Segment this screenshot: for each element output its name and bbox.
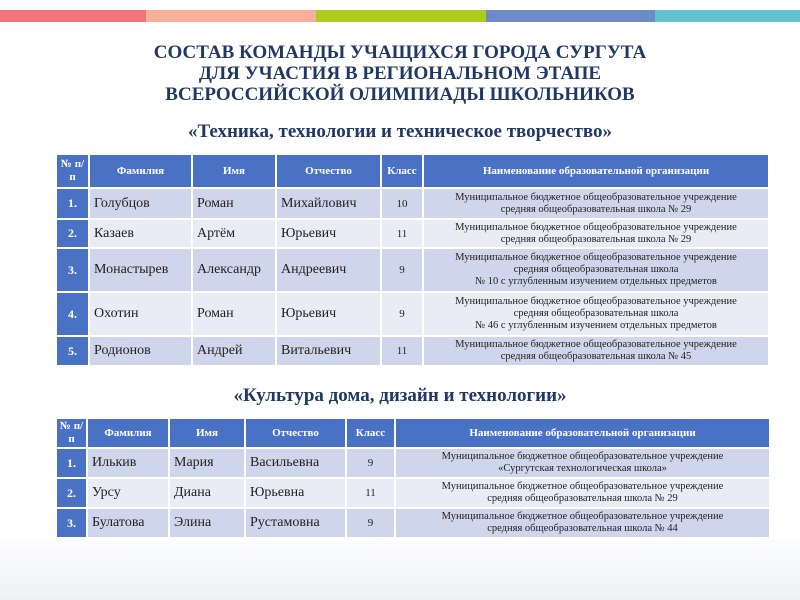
title-line: ДЛЯ УЧАСТИЯ В РЕГИОНАЛЬНОМ ЭТАПЕ <box>198 63 602 84</box>
col-grade: Класс <box>346 418 395 448</box>
grade: 11 <box>346 478 395 508</box>
col-org: Наименование образовательной организации <box>395 418 770 448</box>
col-name: Имя <box>169 418 245 448</box>
patronymic: Юрьевич <box>276 292 381 336</box>
title-line: ВСЕРОССИЙСКОЙ ОЛИМПИАДЫ ШКОЛЬНИКОВ <box>165 84 635 105</box>
surname: Голубцов <box>89 188 192 219</box>
table-row <box>56 448 770 478</box>
row-number: 2. <box>56 219 89 248</box>
organization: Муниципальное бюджетное общеобразовательное учреждение средняя общеобразовательная школа № 44 <box>395 508 770 538</box>
decorative-footer <box>0 530 800 600</box>
surname: Охотин <box>89 292 192 336</box>
row-number: 1. <box>56 188 89 219</box>
row-number: 5. <box>56 336 89 366</box>
col-grade: Класс <box>381 154 423 188</box>
organization: Муниципальное бюджетное общеобразовательное учреждение средняя общеобразовательная школа № 29 <box>423 219 769 248</box>
section-title: «Культура дома, дизайн и технологии» <box>233 385 567 406</box>
surname: Казаев <box>89 219 192 248</box>
page-title <box>0 42 800 105</box>
table-row <box>56 188 769 219</box>
first-name: Артём <box>192 219 276 248</box>
col-num: № п/п <box>56 154 89 188</box>
organization: Муниципальное бюджетное общеобразовательное учреждение средняя общеобразовательная школа № 29 <box>423 188 769 219</box>
col-name: Имя <box>192 154 276 188</box>
col-patronymic: Отчество <box>276 154 381 188</box>
grade: 9 <box>346 508 395 538</box>
row-number: 3. <box>56 508 87 538</box>
first-name: Роман <box>192 188 276 219</box>
organization: Муниципальное бюджетное общеобразовательное учреждение «Сургутская технологическая школа» <box>395 448 770 478</box>
table-row <box>56 292 769 336</box>
organization: Муниципальное бюджетное общеобразовательное учреждение средняя общеобразовательная школа № 10 с углубленным изучением отдельных предметов <box>423 248 769 292</box>
grade: 9 <box>346 448 395 478</box>
grade: 9 <box>381 292 423 336</box>
first-name: Александр <box>192 248 276 292</box>
col-patronymic: Отчество <box>245 418 346 448</box>
table-row <box>56 508 770 538</box>
patronymic: Юрьевич <box>276 219 381 248</box>
col-num: № п/п <box>56 418 87 448</box>
col-org: Наименование образовательной организации <box>423 154 769 188</box>
section-title: «Техника, технологии и техническое творчество» <box>187 121 613 142</box>
col-surname: Фамилия <box>87 418 169 448</box>
patronymic: Васильевна <box>245 448 346 478</box>
organization: Муниципальное бюджетное общеобразовательное учреждение средняя общеобразовательная школа № 46 с углубленным изучением отдельных предметов <box>423 292 769 336</box>
surname: Монастырев <box>89 248 192 292</box>
grade: 11 <box>381 336 423 366</box>
row-number: 2. <box>56 478 87 508</box>
surname: Илькив <box>87 448 169 478</box>
table-row <box>56 219 769 248</box>
row-number: 3. <box>56 248 89 292</box>
table-row <box>56 248 769 292</box>
col-surname: Фамилия <box>89 154 192 188</box>
organization: Муниципальное бюджетное общеобразовательное учреждение средняя общеобразовательная школа № 45 <box>423 336 769 366</box>
first-name: Элина <box>169 508 245 538</box>
title-line: СОСТАВ КОМАНДЫ УЧАЩИХСЯ ГОРОДА СУРГУТА <box>153 42 647 63</box>
table-row <box>56 478 770 508</box>
grade: 9 <box>381 248 423 292</box>
table-row <box>56 336 769 366</box>
organization: Муниципальное бюджетное общеобразовательное учреждение средняя общеобразовательная школа № 29 <box>395 478 770 508</box>
grade: 11 <box>381 219 423 248</box>
first-name: Диана <box>169 478 245 508</box>
surname: Урсу <box>87 478 169 508</box>
surname: Булатова <box>87 508 169 538</box>
grade: 10 <box>381 188 423 219</box>
team-table-technology <box>55 153 770 367</box>
row-number: 4. <box>56 292 89 336</box>
team-table-home-culture <box>55 417 771 539</box>
surname: Родионов <box>89 336 192 366</box>
patronymic: Витальевич <box>276 336 381 366</box>
first-name: Мария <box>169 448 245 478</box>
first-name: Роман <box>192 292 276 336</box>
decorative-color-bar <box>0 10 800 22</box>
row-number: 1. <box>56 448 87 478</box>
patronymic: Рустамовна <box>245 508 346 538</box>
patronymic: Михайлович <box>276 188 381 219</box>
first-name: Андрей <box>192 336 276 366</box>
patronymic: Юрьевна <box>245 478 346 508</box>
patronymic: Андреевич <box>276 248 381 292</box>
